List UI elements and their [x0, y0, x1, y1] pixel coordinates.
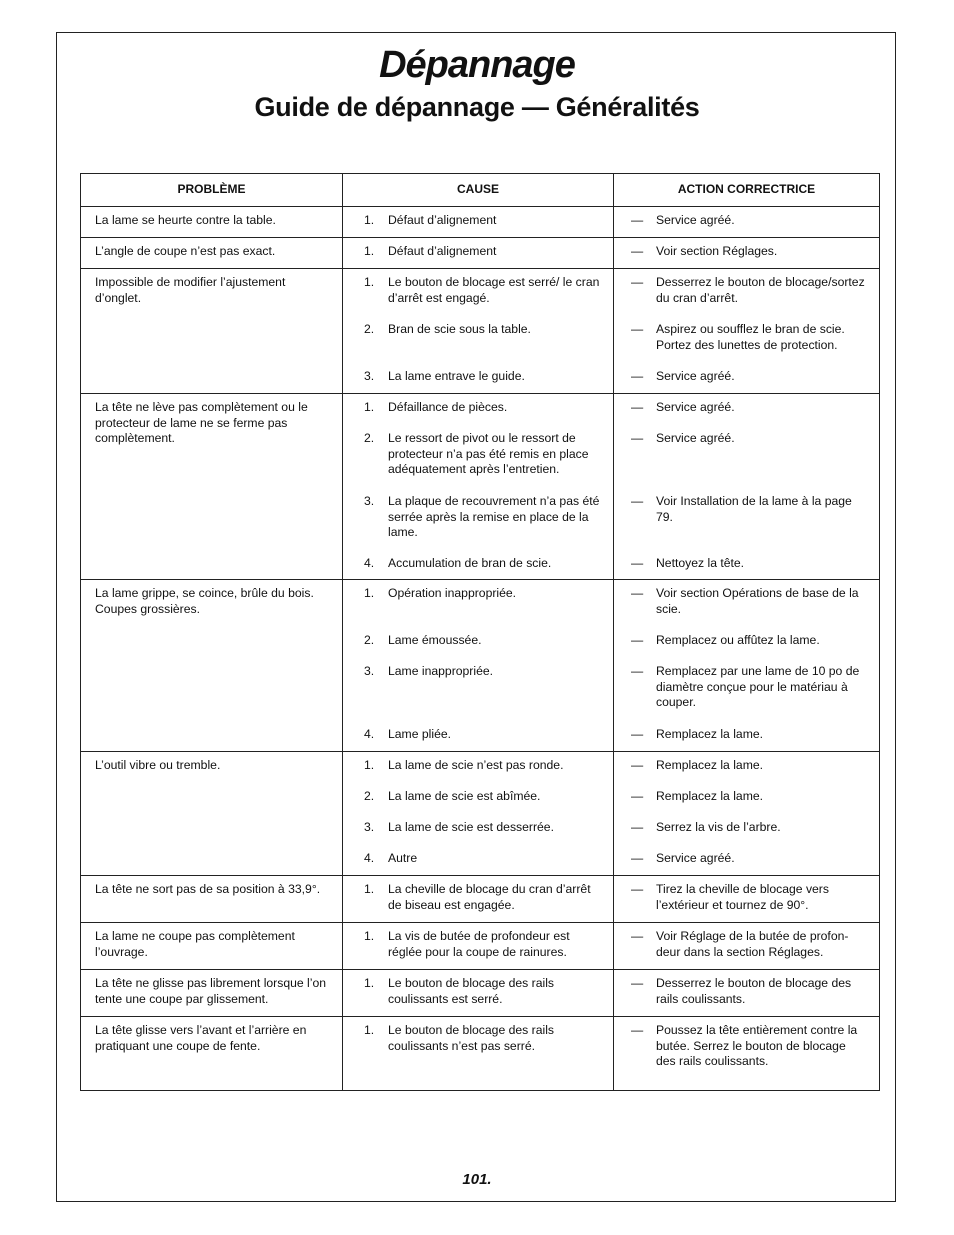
table-row [81, 876, 880, 923]
cause-item [357, 633, 601, 649]
cause-text: La vis de butée de profondeur est réglée pour la coupe de rainures. [388, 929, 570, 959]
cause-text: Opération inappropriée. [388, 586, 517, 600]
action-item [628, 664, 867, 711]
action-item [628, 789, 867, 805]
problem-text: L’outil vibre ou tremble. [95, 758, 221, 772]
action-text: Desserrez le bouton de blocage/sortez du cran d’arrêt. [656, 275, 865, 305]
cause-item [357, 976, 601, 1007]
problem-text: La tête glisse vers l’avant et l’arrière en pratiquant une coupe de fente. [95, 1023, 307, 1053]
cause-text: Le bouton de blocage est serré/ le cran d’arrêt est engagé. [388, 275, 600, 305]
action-dash: — [631, 586, 644, 600]
cause-number: 4. [364, 851, 375, 865]
cause-text: Bran de scie sous la table. [388, 322, 531, 336]
cause-text: La lame de scie est desserrée. [388, 820, 554, 834]
action-cell [614, 923, 880, 970]
action-dash: — [631, 851, 644, 865]
cause-text: Autre [388, 851, 418, 865]
action-text: Remplacez la lame. [656, 758, 764, 772]
cause-item [357, 322, 601, 338]
table-row [81, 1017, 880, 1091]
action-dash: — [631, 494, 644, 508]
page-title: Dépannage [379, 44, 575, 86]
problem-text: La tête ne lève pas complètement ou le protecteur de lame ne se ferme pas complètement. [95, 400, 308, 446]
action-dash: — [631, 244, 644, 258]
problem-text: La lame ne coupe pas complètement l’ouvrage. [95, 929, 295, 959]
action-text: Service agréé. [656, 400, 735, 414]
cause-item [357, 851, 601, 867]
cause-item [357, 213, 601, 229]
action-text: Poussez la tête entièrement contre la butée. Serrez le bouton de blocage des rails coulissants. [656, 1023, 858, 1069]
cause-number: 2. [364, 431, 375, 445]
action-cell [614, 580, 880, 752]
problem-cell [81, 876, 343, 923]
action-dash: — [631, 556, 644, 570]
cause-number: 1. [364, 400, 375, 414]
cause-number: 4. [364, 727, 375, 741]
cause-number: 3. [364, 664, 375, 678]
action-text: Tirez la cheville de blocage vers l’extérieur et tournez de 90°. [656, 882, 829, 912]
action-item [628, 633, 867, 649]
action-dash: — [631, 789, 644, 803]
action-text: Service agréé. [656, 369, 735, 383]
cause-item [357, 664, 601, 680]
cause-number: 3. [364, 494, 375, 508]
table-header-row [81, 174, 880, 207]
column-header-cause: CAUSE [343, 174, 614, 207]
cause-cell [343, 1017, 614, 1091]
table-row [81, 238, 880, 269]
cause-item [357, 586, 601, 602]
problem-cell [81, 580, 343, 752]
cause-text: Défaillance de pièces. [388, 400, 508, 414]
problem-text: La lame grippe, se coince, brûle du bois. Coupes grossières. [95, 586, 314, 616]
action-item [628, 244, 867, 260]
action-item [628, 820, 867, 836]
action-text: Voir Installation de la lame à la page 79. [656, 494, 852, 524]
cause-text: Lame émoussée. [388, 633, 482, 647]
cause-cell [343, 580, 614, 752]
action-dash: — [631, 664, 644, 678]
cause-item [357, 556, 601, 572]
cause-text: Le bouton de blocage des rails coulissants est serré. [388, 976, 555, 1006]
table-row [81, 923, 880, 970]
action-item [628, 369, 867, 385]
problem-cell [81, 394, 343, 580]
cause-number: 3. [364, 369, 375, 383]
cause-item [357, 789, 601, 805]
problem-cell [81, 207, 343, 238]
cause-number: 1. [364, 244, 375, 258]
problem-cell [81, 970, 343, 1017]
cause-number: 1. [364, 882, 375, 896]
action-dash: — [631, 727, 644, 741]
action-text: Voir Réglage de la butée de profon- deur dans la section Réglages. [656, 929, 849, 959]
action-cell [614, 970, 880, 1017]
cause-number: 1. [364, 586, 375, 600]
column-header-action: ACTION CORRECTRICE [614, 174, 880, 207]
cause-text: La plaque de recouvrement n’a pas été serrée après la remise en place de la lame. [388, 494, 600, 540]
cause-text: Défaut d’alignement [388, 244, 497, 258]
action-item [628, 882, 867, 913]
action-item [628, 1023, 867, 1070]
table-row [81, 269, 880, 394]
action-cell [614, 876, 880, 923]
cause-text: Lame inappropriée. [388, 664, 494, 678]
problem-text: L’angle de coupe n’est pas exact. [95, 244, 276, 258]
action-item [628, 213, 867, 229]
action-dash: — [631, 1023, 644, 1037]
action-item [628, 556, 867, 572]
action-text: Remplacez la lame. [656, 727, 764, 741]
action-dash: — [631, 820, 644, 834]
cause-cell [343, 923, 614, 970]
action-dash: — [631, 431, 644, 445]
problem-text: La tête ne glisse pas librement lorsque l’on tente une coupe par glissement. [95, 976, 327, 1006]
action-text: Serrez la vis de l’arbre. [656, 820, 781, 834]
cause-cell [343, 238, 614, 269]
action-cell [614, 394, 880, 580]
action-text: Voir section Réglages. [656, 244, 778, 258]
action-dash: — [631, 322, 644, 336]
cause-text: La cheville de blocage du cran d’arrêt de biseau est engagée. [388, 882, 591, 912]
cause-item [357, 244, 601, 260]
action-item [628, 758, 867, 774]
action-cell [614, 238, 880, 269]
action-item [628, 494, 867, 525]
problem-text: La tête ne sort pas de sa position à 33,9°. [95, 882, 321, 896]
action-dash: — [631, 369, 644, 383]
action-text: Remplacez ou affûtez la lame. [656, 633, 820, 647]
cause-text: Le ressort de pivot ou le ressort de protecteur n’a pas été remis en place adéquatement après l’entretien. [388, 431, 589, 477]
page-subtitle: Guide de dépannage — Généralités [254, 92, 700, 122]
page-number: 101. [462, 1171, 492, 1188]
cause-number: 1. [364, 976, 375, 990]
cause-item [357, 758, 601, 774]
action-text: Desserrez le bouton de blocage des rails coulissants. [656, 976, 852, 1006]
action-text: Service agréé. [656, 213, 735, 227]
cause-number: 2. [364, 322, 375, 336]
problem-text: Impossible de modifier l’ajustement d’onglet. [95, 275, 286, 305]
table-row [81, 970, 880, 1017]
action-dash: — [631, 882, 644, 896]
cause-item [357, 400, 601, 416]
action-item [628, 431, 867, 447]
action-dash: — [631, 929, 644, 943]
cause-cell [343, 876, 614, 923]
problem-cell [81, 923, 343, 970]
cause-cell [343, 970, 614, 1017]
problem-cell [81, 1017, 343, 1091]
troubleshooting-table [80, 173, 880, 1091]
cause-cell [343, 207, 614, 238]
cause-text: La lame entrave le guide. [388, 369, 525, 383]
cause-item [357, 431, 601, 478]
action-text: Service agréé. [656, 431, 735, 445]
cause-number: 3. [364, 820, 375, 834]
table-row [81, 752, 880, 876]
cause-number: 1. [364, 1023, 375, 1037]
cause-text: Défaut d’alignement [388, 213, 497, 227]
cause-number: 1. [364, 929, 375, 943]
action-cell [614, 752, 880, 876]
cause-text: La lame de scie est abîmée. [388, 789, 541, 803]
problem-cell [81, 269, 343, 394]
cause-item [357, 882, 601, 913]
problem-cell [81, 752, 343, 876]
action-text: Service agréé. [656, 851, 735, 865]
cause-cell [343, 394, 614, 580]
table-row [81, 207, 880, 238]
action-item [628, 322, 867, 353]
action-dash: — [631, 976, 644, 990]
cause-number: 2. [364, 789, 375, 803]
cause-item [357, 929, 601, 960]
action-text: Nettoyez la tête. [656, 556, 745, 570]
cause-item [357, 1023, 601, 1054]
cause-item [357, 820, 601, 836]
table-row [81, 580, 880, 752]
action-dash: — [631, 758, 644, 772]
action-item [628, 851, 867, 867]
cause-text: Accumulation de bran de scie. [388, 556, 552, 570]
table-row [81, 394, 880, 580]
action-text: Aspirez ou soufflez le bran de scie. Portez des lunettes de protection. [656, 322, 845, 352]
cause-text: La lame de scie n’est pas ronde. [388, 758, 564, 772]
action-dash: — [631, 213, 644, 227]
action-cell [614, 207, 880, 238]
problem-text: La lame se heurte contre la table. [95, 213, 276, 227]
action-dash: — [631, 400, 644, 414]
action-dash: — [631, 275, 644, 289]
cause-cell [343, 752, 614, 876]
cause-text: Lame pliée. [388, 727, 452, 741]
action-item [628, 586, 867, 617]
problem-cell [81, 238, 343, 269]
cause-item [357, 369, 601, 385]
cause-number: 1. [364, 758, 375, 772]
cause-item [357, 727, 601, 743]
action-cell [614, 269, 880, 394]
action-text: Remplacez par une lame de 10 po de diamètre conçue pour le matériau à couper. [656, 664, 860, 710]
action-text: Voir section Opérations de base de la scie. [656, 586, 859, 616]
action-text: Remplacez la lame. [656, 789, 764, 803]
action-item [628, 275, 867, 306]
cause-number: 4. [364, 556, 375, 570]
action-cell [614, 1017, 880, 1091]
action-item [628, 929, 867, 960]
action-item [628, 400, 867, 416]
cause-cell [343, 269, 614, 394]
action-item [628, 727, 867, 743]
cause-number: 2. [364, 633, 375, 647]
column-header-problem: PROBLÈME [81, 174, 343, 207]
cause-number: 1. [364, 275, 375, 289]
cause-item [357, 275, 601, 306]
cause-item [357, 494, 601, 541]
action-item [628, 976, 867, 1007]
action-dash: — [631, 633, 644, 647]
cause-text: Le bouton de blocage des rails coulissants n’est pas serré. [388, 1023, 555, 1053]
cause-number: 1. [364, 213, 375, 227]
